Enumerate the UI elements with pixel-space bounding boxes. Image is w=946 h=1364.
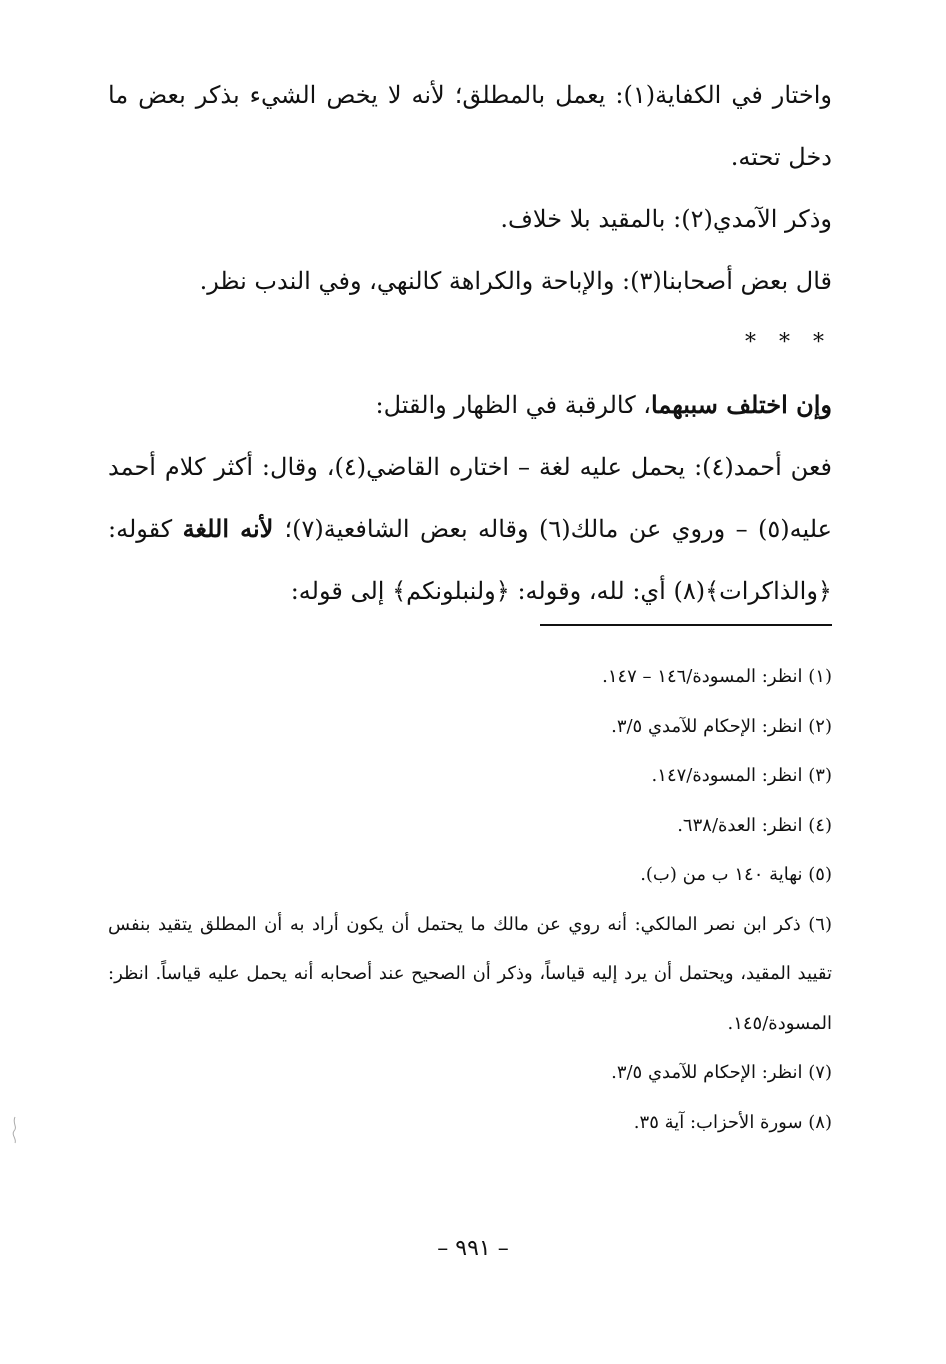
paragraph-kifaya: واختار في الكفاية(١): يعمل بالمطلق؛ لأنه لا يخص الشيء بذكر بعض ما دخل تحته. (108, 81, 832, 171)
paragraph-ahmad-bold: لأنه اللغة (182, 514, 285, 543)
paragraph-ashab: قال بعض أصحابنا(٣): والإباحة والكراهة كالنهي، وفي الندب نظر. (199, 267, 832, 295)
margin-mark (10, 1115, 20, 1145)
footnote-3: (٣) انظر: المسودة/١٤٧. (651, 765, 832, 786)
paragraph-sabab (108, 374, 832, 436)
paragraph-sabab-rest: ، كالرقبة في الظهار والقتل: (375, 391, 652, 419)
footnote-7: (٧) انظر: الإحكام للآمدي ٣/٥. (611, 1062, 832, 1083)
footnotes (108, 652, 832, 1147)
footnote-5: (٥) نهاية ١٤٠ ب من (ب). (640, 864, 832, 885)
main-text (108, 64, 832, 622)
section-separator: * * * (745, 330, 832, 355)
paragraph-amidi: وذكر الآمدي(٢): بالمقيد بلا خلاف. (500, 205, 832, 233)
footnote-8: (٨) سورة الأحزاب: آية ٣٥. (633, 1111, 832, 1133)
footnote-2: (٢) انظر: الإحكام للآمدي ٣/٥. (611, 715, 832, 737)
footnote-divider (540, 624, 832, 626)
paragraph-sabab-heading: وإن اختلف سببهما (651, 390, 832, 419)
paragraph-ahmad-part1: فعن أحمد(٤): يحمل عليه لغة – اختاره القاضي(٤)، وقال: أكثر كلام أحمد عليه(٥) – وروي عن مالك(٦) وقاله بعض الشافعية(٧)؛ (108, 453, 833, 543)
paragraph-ahmad-part2: كقوله: ﴿والذاكرات﴾(٨) أي: لله، وقوله: ﴿ولنبلونكم﴾ إلى قوله: (108, 515, 832, 605)
page-number: – ٩٩١ – (437, 1236, 509, 1261)
footnote-1: (١) انظر: المسودة/١٤٦ – ١٤٧. (602, 666, 832, 687)
footnote-6: (٦) ذكر ابن نصر المالكي: أنه روي عن مالك ما يحتمل أن يكون أراد به أن المطلق يتقيد بنفس تقييد المقيد، ويحتمل أن يرد إليه قياساً، وذكر أن الصحيح عند أصحابه أنه يحمل عليه قياساً. انظر: المسودة/١٤٥. (108, 913, 832, 1034)
footnote-4: (٤) انظر: العدة/٦٣٨. (677, 814, 832, 836)
paragraph-ahmad (108, 436, 832, 622)
